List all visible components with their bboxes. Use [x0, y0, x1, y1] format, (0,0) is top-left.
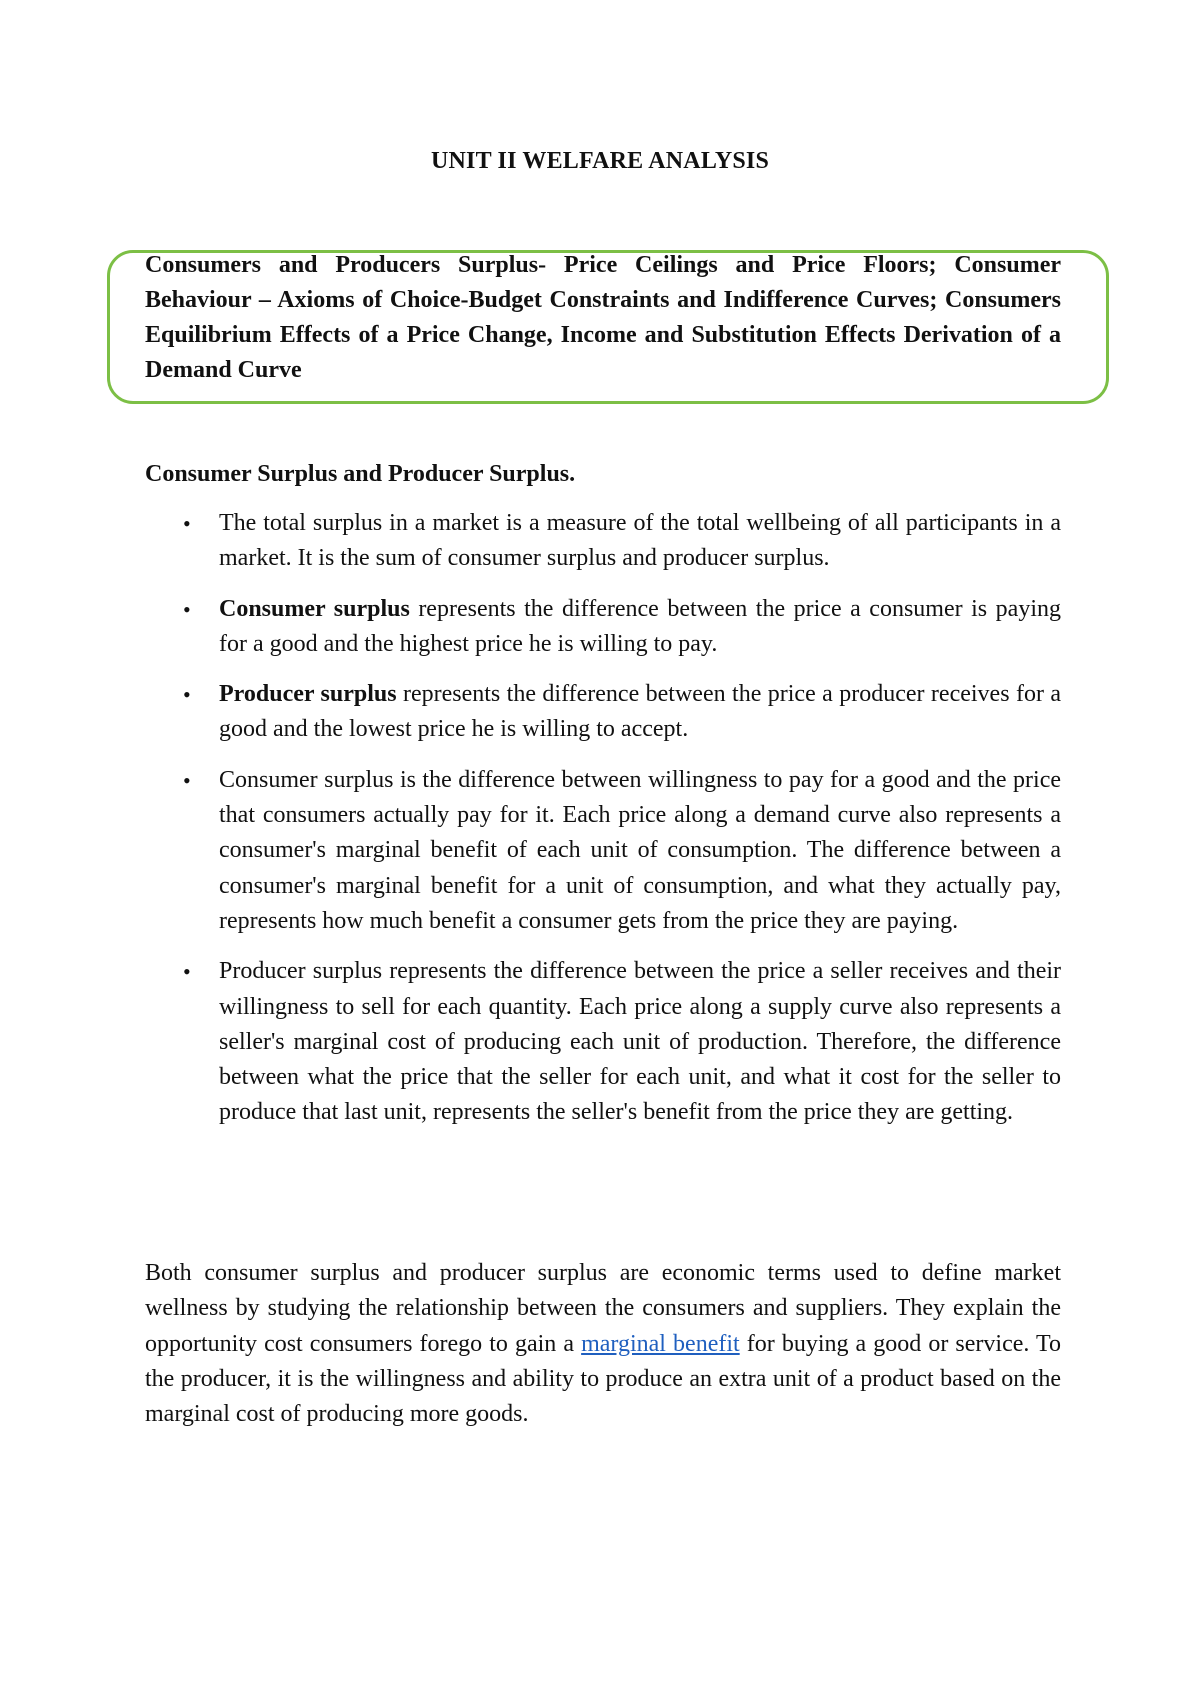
bullet-text: Consumer surplus is the difference between willingness to pay for a good and the price that consumers actually pay for it. Each price along a demand curve also represents a consumer's marginal benefit of each unit of consumption. The difference between a consumer's marginal benefit for a unit of consumption, and what they actually pay, represents how much benefit a consumer gets from the price they are paying. [219, 766, 1061, 934]
bullet-item [145, 506, 1061, 577]
bullet-text: The total surplus in a market is a measure of the total wellbeing of all participants in a market. It is the sum of consumer surplus and producer surplus. [219, 510, 1061, 572]
bullet-dot-icon: • [183, 767, 191, 793]
bullet-dot-icon: • [183, 682, 191, 708]
bullet-item [145, 677, 1061, 748]
section-heading: Consumer Surplus and Producer Surplus. [145, 461, 576, 487]
syllabus-text: Consumers and Producers Surplus- Price Ceilings and Price Floors; Consumer Behaviour – Axioms of Choice-Budget Constraints and Indifference Curves; Consumers Equilibrium Effects of a Price Change, Income and Substitution Effects Derivation of a Demand Curve [145, 252, 1061, 383]
bullet-dot-icon: • [183, 511, 191, 536]
closing-paragraph [145, 1256, 1061, 1432]
bullet-item [145, 592, 1061, 663]
paragraph-text-after-link: for buying a good or service. To the producer, it is the willingness and ability to produce an extra unit of a product based on the marginal cost of producing more goods. [145, 1330, 1062, 1428]
bullet-lead-term: Producer surplus [219, 681, 397, 708]
bullet-text: represents the difference between the price a producer receives for a good and the lowest price he is willing to accept. [219, 681, 1062, 743]
bullet-text: represents the difference between the price a consumer is paying for a good and the highest price he is willing to pay. [219, 595, 1061, 657]
page-title: UNIT II WELFARE ANALYSIS [430, 148, 770, 174]
bullet-item [145, 954, 1061, 1130]
paragraph-text-before-link: Both consumer surplus and producer surplus are economic terms used to define market wellness by studying the relationship between the consumers and suppliers. They explain the opportunity cost consumers forego to gain a [145, 1260, 1061, 1357]
bullet-item [145, 763, 1061, 939]
bullet-lead-term: Consumer surplus [219, 595, 410, 622]
bullet-dot-icon: • [183, 596, 191, 622]
bullet-dot-icon: • [183, 959, 191, 985]
marginal-benefit-link[interactable]: marginal benefit [581, 1330, 740, 1357]
bullet-text: Producer surplus represents the difference between the price a seller receives and their willingness to sell for each quantity. Each price along a supply curve also represents a seller's marginal cost of producing each unit of production. Therefore, the difference between what the price that the seller for each unit, and what it cost for the seller to produce that last unit, represents the seller's benefit from the price they are getting. [219, 958, 1061, 1126]
bullet-list [145, 506, 1061, 1146]
